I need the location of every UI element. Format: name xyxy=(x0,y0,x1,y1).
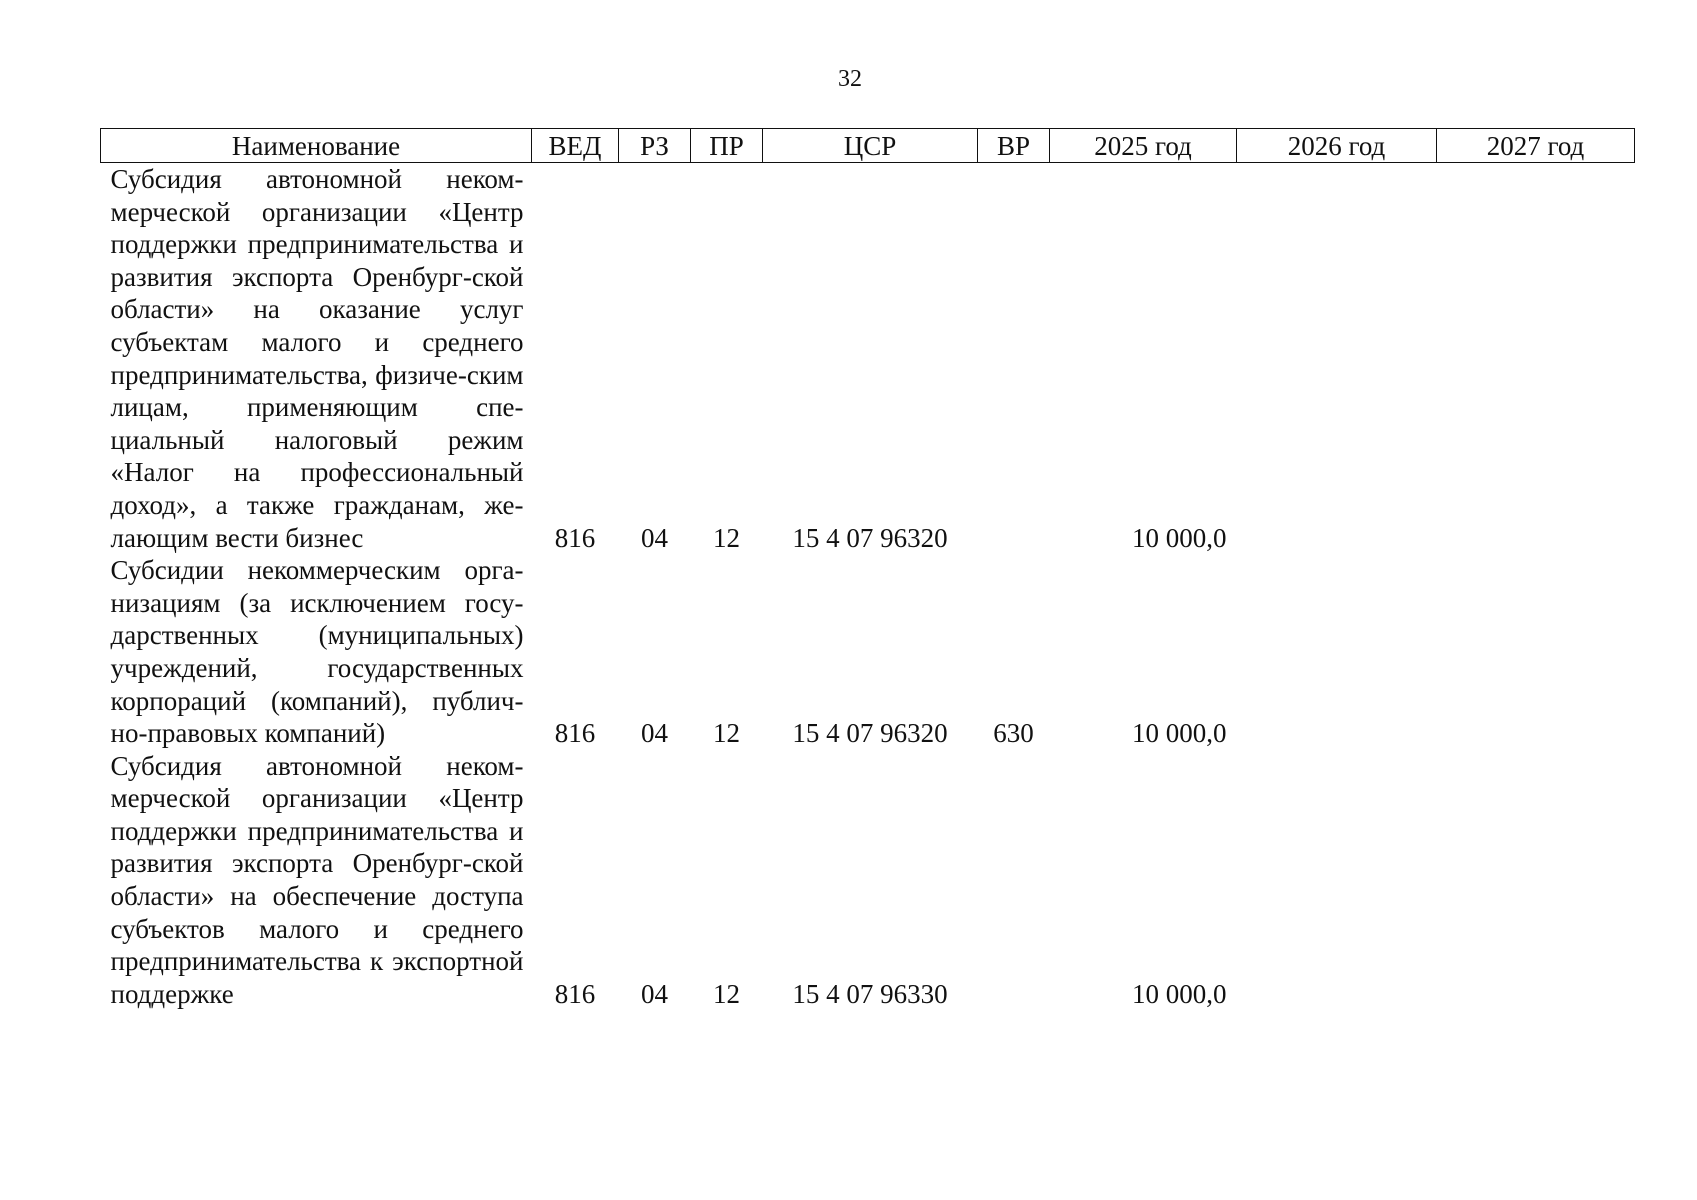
row-name: Субсидия автономной неком-мерческой организации «Центр поддержки предпринимательства и развития экспорта Оренбург-ской области» на обеспечение доступа субъектов малого и среднего предпринимательства к экспортной поддержке xyxy=(110,750,524,1009)
row-csr: 15 4 07 96330 xyxy=(792,978,948,1009)
header-vr: ВР xyxy=(978,129,1050,163)
page-number: 32 xyxy=(838,66,862,92)
header-2025: 2025 год xyxy=(1050,129,1237,163)
header-ved: ВЕД xyxy=(532,129,619,163)
row-pr: 12 xyxy=(713,718,740,749)
row-ved: 816 xyxy=(554,978,596,1009)
row-ved: 816 xyxy=(554,522,596,553)
row-name: Субсидия автономной неком-мерческой организации «Центр поддержки предпринимательства и развития экспорта Оренбург-ской области» на оказание услуг субъектам малого и среднего предпринимательства, физиче-ским лицам, применяющим спе-циальный налоговый режим «Налог на профессиональный доход», а также гражданам, же-лающим вести бизнес xyxy=(110,164,524,553)
header-csr: ЦСР xyxy=(763,129,978,163)
row-rz: 04 xyxy=(641,718,668,749)
row-csr: 15 4 07 96320 xyxy=(792,522,948,553)
header-name: Наименование xyxy=(101,129,532,163)
row-2025: 10 000,0 xyxy=(1132,978,1227,1009)
header-row xyxy=(101,129,1635,163)
row-2026 xyxy=(1237,163,1437,555)
row-2025: 10 000,0 xyxy=(1132,718,1227,749)
row-vr: 630 xyxy=(993,718,1034,749)
row-vr xyxy=(978,163,1050,555)
budget-table xyxy=(100,128,1635,1010)
row-rz: 04 xyxy=(641,978,668,1009)
row-2026 xyxy=(1237,554,1437,750)
row-pr: 12 xyxy=(713,978,740,1009)
header-pr: ПР xyxy=(691,129,763,163)
row-pr: 12 xyxy=(713,522,740,553)
row-2027 xyxy=(1437,163,1635,555)
row-csr: 15 4 07 96320 xyxy=(792,718,948,749)
table-row xyxy=(101,750,1635,1011)
row-name: Субсидии некоммерческим орга-низациям (за исключением госу-дарственных (муниципальных) учреждений, государственных корпораций (компаний), публич-но-правовых компаний) xyxy=(110,555,524,749)
row-rz: 04 xyxy=(641,522,668,553)
table-row xyxy=(101,163,1635,555)
row-2027 xyxy=(1437,750,1635,1011)
row-2027 xyxy=(1437,554,1635,750)
header-rz: РЗ xyxy=(619,129,691,163)
table-row xyxy=(101,554,1635,750)
row-2025: 10 000,0 xyxy=(1132,522,1227,553)
header-2026: 2026 год xyxy=(1237,129,1437,163)
header-2027: 2027 год xyxy=(1437,129,1635,163)
row-vr xyxy=(978,750,1050,1011)
row-2026 xyxy=(1237,750,1437,1011)
row-ved: 816 xyxy=(554,718,596,749)
